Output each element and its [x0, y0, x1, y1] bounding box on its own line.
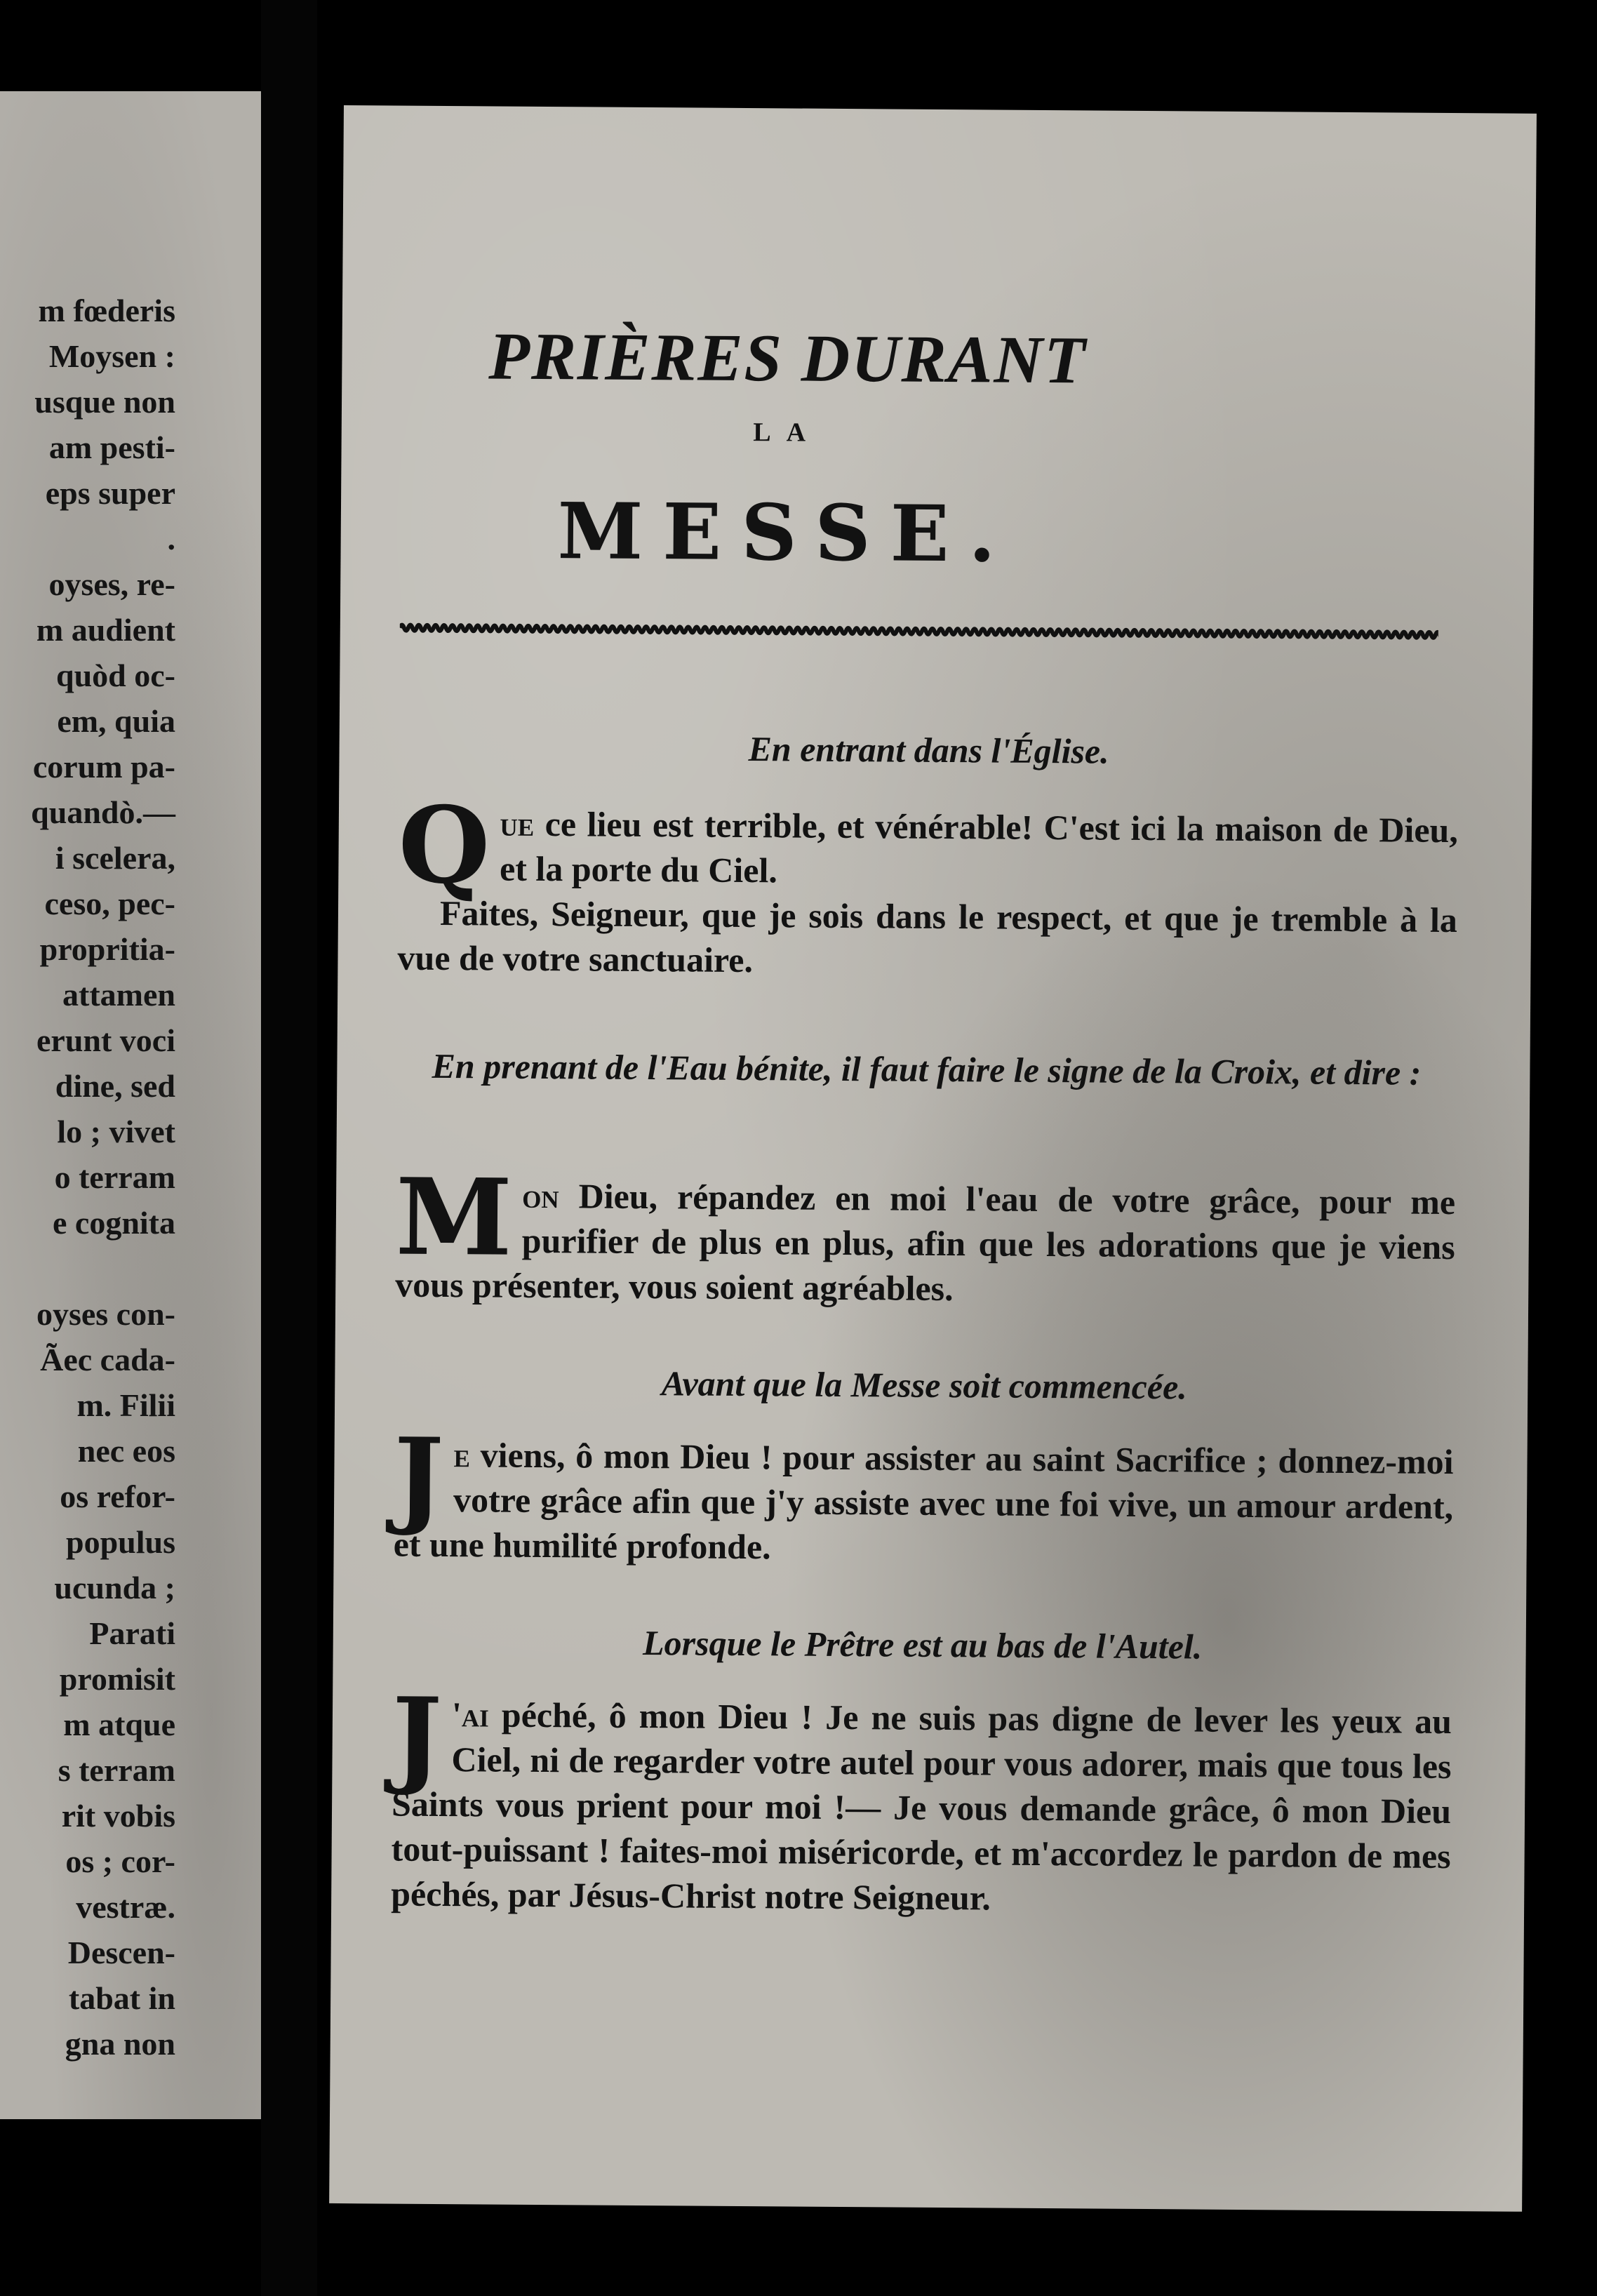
drop-cap: Q [398, 783, 490, 908]
left-page-line: gna non [65, 2026, 175, 2062]
left-page-line: os refor- [60, 1479, 175, 1514]
left-page-line: populus [65, 1524, 175, 1560]
drop-cap: M [395, 1155, 513, 1280]
left-page-line: m audient [36, 612, 175, 648]
left-page-line: corum pa- [32, 749, 175, 785]
section-heading-before-mass: Avant que la Messe soit commencée. [661, 1363, 1187, 1407]
left-page-line: Descen- [67, 1935, 175, 1970]
left-page-line: dine, sed [55, 1068, 175, 1104]
left-page-line: . [167, 521, 175, 556]
left-page-line: i scelera, [55, 840, 175, 876]
left-page-line [0, 1246, 175, 1291]
title-main-word: MESSE. [557, 486, 1016, 580]
left-page-line: m. Filii [76, 1387, 175, 1423]
section-heading-priest-at-altar: Lorsque le Prêtre est au bas de l'Autel. [642, 1623, 1203, 1667]
page-gutter [261, 0, 317, 2296]
prayer-entering-church: Que ce lieu est terrible, et vénérable! C'est ici la maison de Dieu, et la porte du Ciel. Faites, Seigneur, que je sois dans le respect, et que je tremble à la vue de votre sanctuaire. [397, 801, 1458, 988]
page-content [391, 106, 1463, 1918]
left-page-line: tabat in [68, 1980, 175, 2016]
right-page [329, 105, 1537, 2212]
left-page-line: Parati [89, 1615, 175, 1651]
left-page-line: ceso, pec- [44, 886, 175, 921]
left-page-line: Moysen : [48, 338, 175, 374]
left-page-line: ucunda ; [54, 1570, 175, 1606]
ornamental-rule [400, 622, 1438, 641]
left-page-line: erunt voci [36, 1022, 175, 1058]
drop-cap: J [392, 1674, 443, 1799]
section-heading-entering-church: En entrant dans l'Église. [748, 729, 1109, 771]
left-page-line: Ãec cada- [40, 1342, 175, 1377]
left-page-line: vestræ. [76, 1889, 175, 1925]
left-page-line: em, quia [57, 703, 175, 739]
prayer-priest-at-altar: J 'ai péché, ô mon Dieu ! Je ne suis pas digne de lever les yeux au Ciel, ni de regarder votre autel pour vous adorer, mais que tous les Saints vous prient pour moi !— Je vous demande grâce, ô mon Dieu tout-puissant ! faites-moi miséricorde, et m'accordez le pardon de mes péchés, par Jésus-Christ notre Seigneur. [391, 1674, 1452, 1918]
left-page-line: oyses, re- [48, 566, 175, 602]
left-facing-page [0, 91, 302, 2119]
left-page-line: quandò.— [31, 794, 175, 830]
title-connector: LA [753, 418, 822, 448]
left-page-line: attamen [62, 977, 175, 1013]
left-page-line: lo ; vivet [57, 1114, 175, 1149]
left-page-line: promisit [59, 1661, 175, 1697]
prayer-continuation: Faites, Seigneur, que je sois dans le respect, et que je tremble à la vue de votre sanctuaire. [397, 893, 1458, 980]
left-page-line: m fœderis [38, 293, 175, 328]
section-heading-holy-water: En prenant de l'Eau bénite, il faut faire le signe de la Croix, et dire : [432, 1046, 1422, 1093]
left-page-line: o terram [54, 1159, 175, 1195]
drop-cap: J [393, 1415, 444, 1540]
left-page-line: am pesti- [48, 429, 175, 465]
left-page-line: m atque [63, 1707, 175, 1742]
left-page-line: s terram [58, 1752, 175, 1788]
prayer-before-mass: Je viens, ô mon Dieu ! pour assister au saint Sacrifice ; donnez-moi votre grâce afin que j'y assiste avec une foi vive, un amour ardent, et une humilité profonde. [393, 1415, 1454, 1567]
left-page-line: rit vobis [61, 1798, 175, 1834]
left-page-line: propritia- [39, 931, 175, 967]
left-page-line: nec eos [77, 1433, 175, 1469]
left-page-line: e cognita [52, 1205, 175, 1241]
left-page-text [0, 288, 175, 2067]
left-page-line: os ; cor- [65, 1843, 175, 1879]
left-page-line: usque non [34, 384, 175, 420]
left-page-line: oyses con- [36, 1296, 175, 1332]
prayer-holy-water: Mon Dieu, répandez en moi l'eau de votre grâce, pour me purifier de plus en plus, afin que les adorations que je viens vous présenter, vous soient agréables. [395, 1155, 1456, 1309]
left-page-line: eps super [45, 475, 175, 511]
left-page-line: quòd oc- [56, 658, 175, 693]
page-title: PRIÈRES DURANT [488, 318, 1087, 398]
